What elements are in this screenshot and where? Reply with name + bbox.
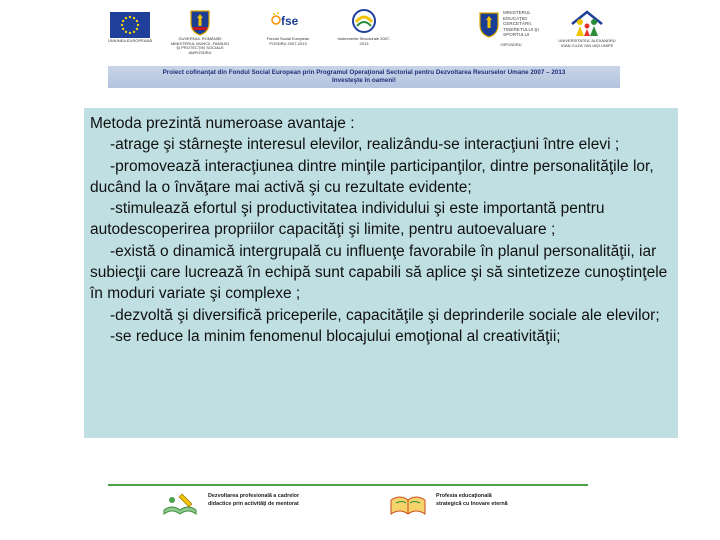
instrumente-structurale-icon [344, 8, 384, 36]
book-pencil-icon [160, 490, 200, 518]
footer-left-line2: didactice prin activităţi de mentorat [208, 500, 299, 507]
ministry-caption: OIPOSDRU [500, 42, 522, 47]
header-logos [108, 8, 620, 66]
ministry-crest-icon [478, 10, 500, 38]
instrumente-structurale-logo [334, 8, 394, 46]
eu-caption: UNIUNEA EUROPEANĂ [108, 38, 153, 43]
eu-flag-icon [110, 12, 150, 38]
eu-logo [108, 8, 152, 44]
project-banner [108, 66, 620, 88]
advantage-item-1: -atrage şi stârneşte interesul elevilor, realizându-se interacţiuni între elevi ; [110, 136, 620, 154]
ministry-logo [476, 8, 546, 48]
intro-text: Metoda prezintă numeroase avantaje : [90, 115, 355, 132]
footer-right-text [436, 493, 508, 508]
project-slogan: Investeşte în oameni! [331, 77, 397, 84]
advantage-item-3: -stimulează efortul şi productivitatea individului şi este importantă pentru autodescoperirea propriilor capacităţi şi limite, pentru autoevaluare ; [90, 200, 605, 239]
advantage-item-6: -se reduce la minim fenomenul blocajului emoţional al creativităţii; [110, 327, 561, 345]
government-caption: GUVERNUL ROMÂNIEI MINISTERUL MUNCII, FAMILIEI ŞI PROTECŢIEI SOCIALE AMPOSDRU [170, 36, 230, 55]
footer-left-line1: Dezvoltarea profesională a cadrelor [208, 493, 300, 499]
fse-logo-icon [268, 8, 308, 36]
fse-logo [258, 8, 318, 46]
content-textbox [84, 108, 678, 438]
advantage-item-5: -dezvoltă şi diversifică priceperile, capacităţile şi deprinderile sociale ale elevilor; [110, 306, 660, 324]
partner-caption: UNIVERSITATEA 'ALEXANDRU IOAN CUZA' DIN IAŞI UNIPE [558, 38, 616, 48]
family-logo-icon [568, 8, 606, 38]
project-line-1: Proiect cofinanţat din Fondul Social European prin Programul Operaţional Sectorial pentru Dezvoltarea Resurselor Umane 2007 – 2013 [162, 69, 566, 76]
svg-text:fse: fse [281, 14, 299, 28]
footer-right-line1: Profesia educaţională [436, 493, 492, 499]
footer-right-line2: strategică cu Inovare eternă [436, 500, 508, 507]
advantage-item-2: -promovează interacţiunea dintre minţile participanţilor, dintre personalităţile lor, ducând la o învăţare mai activă şi cu rezultate evidente; [90, 157, 654, 196]
romania-crest-icon [189, 8, 211, 36]
footer-left-project [160, 490, 340, 520]
footer-left-text [208, 493, 299, 508]
fse-caption: Fondul Social European POSDRU 2007-2013 [266, 36, 310, 46]
government-logo [170, 8, 230, 55]
open-book-icon [388, 490, 428, 518]
partner-logo [554, 8, 620, 48]
ministry-title: MINISTERUL EDUCAŢIEI CERCETĂRII, TINERETULUI ŞI SPORTULUI [503, 10, 539, 38]
instrumente-caption: Instrumente Structurale 2007-2013 [337, 36, 391, 46]
footer-right-project [388, 490, 568, 520]
advantage-item-4: -există o dinamică intergrupală cu influenţe favorabile în planul personalităţii, iar subiecţii care lucrează în echipă sunt capabili să aplice şi să sintetizeze cunoştinţele în moduri variate şi complexe ; [90, 242, 668, 303]
footer-divider [108, 484, 588, 486]
